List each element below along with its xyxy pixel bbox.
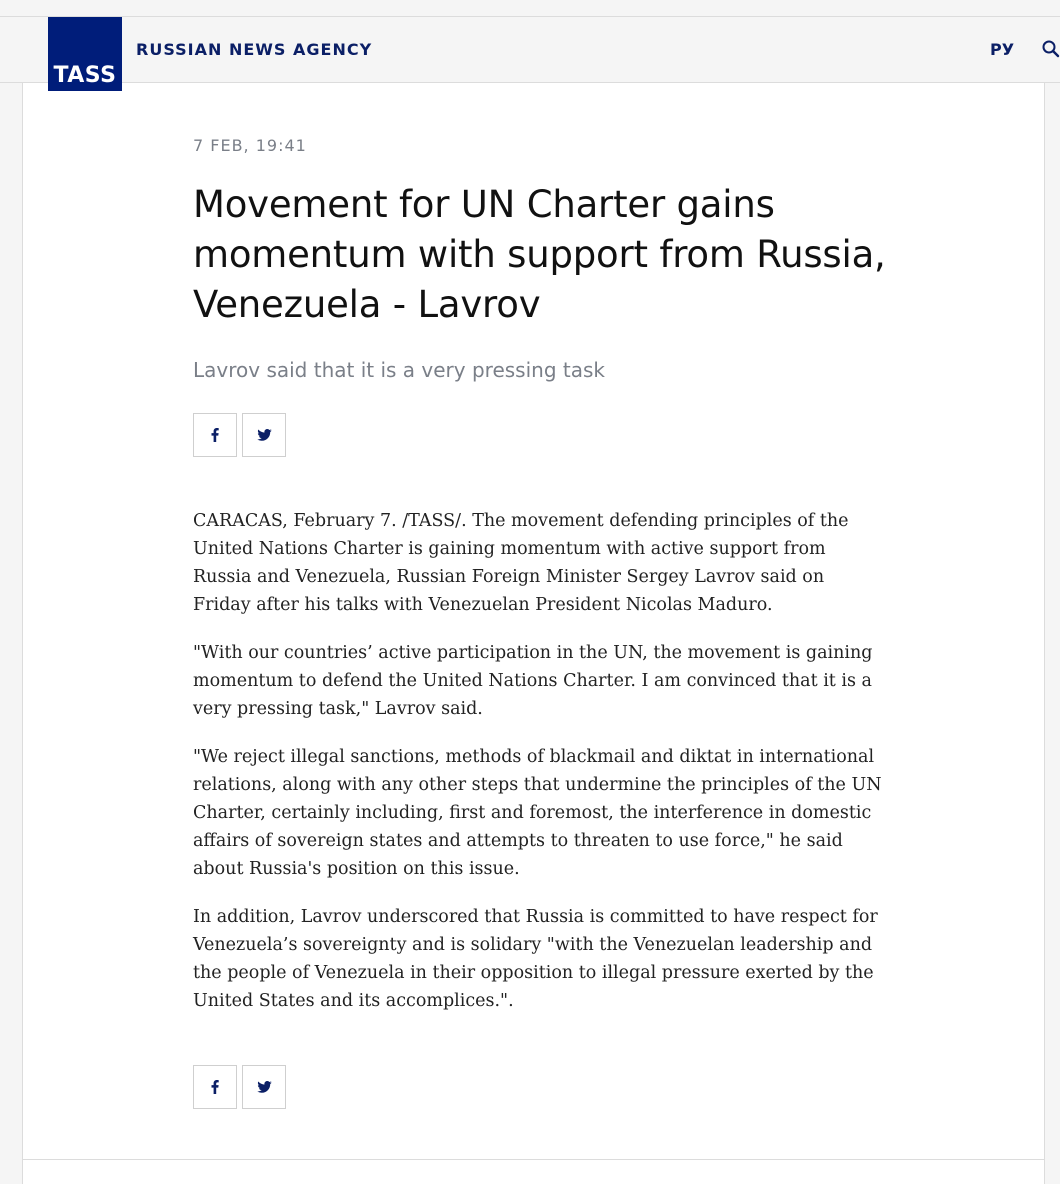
share-bar-top: [193, 413, 286, 457]
site-header: [0, 17, 1060, 88]
facebook-share-button[interactable]: [193, 413, 237, 457]
agency-name: RUSSIAN NEWS AGENCY: [136, 40, 373, 59]
article-headline: Movement for UN Charter gains momentum with support from Russia, Venezuela - Lavrov: [193, 183, 886, 326]
next-section: [22, 1160, 1045, 1184]
twitter-share-button[interactable]: [242, 1065, 286, 1109]
twitter-icon: [257, 429, 272, 441]
search-icon[interactable]: [1041, 39, 1060, 59]
twitter-share-button[interactable]: [242, 413, 286, 457]
article-paragraph: "We reject illegal sanctions, methods of blackmail and diktat in international relations, along with any other steps that undermine the principles of the UN Charter, certainly including, first and foremost, the interference in domestic affairs of sovereign states and attempts to threaten to use force," he said about Russia's position on this issue.: [193, 747, 882, 879]
facebook-icon: [211, 1080, 219, 1094]
facebook-share-button[interactable]: [193, 1065, 237, 1109]
article-body: [193, 507, 883, 1035]
twitter-icon: [257, 1081, 272, 1093]
share-bar-bottom: [193, 1065, 286, 1109]
article-lead: Lavrov said that it is a very pressing task: [193, 358, 605, 382]
article-dateline: 7 FEB, 19:41: [193, 136, 307, 155]
language-switch-link[interactable]: РУ: [990, 40, 1015, 59]
article-paragraph: In addition, Lavrov underscored that Russia is committed to have respect for Venezuela’s sovereignty and is solidary "with the Venezuelan leadership and the people of Venezuela in their opposition to illegal pressure exerted by the United States and its accomplices.".: [193, 907, 878, 1011]
facebook-icon: [211, 428, 219, 442]
page-margin: [1044, 83, 1060, 1184]
article-paragraph: "With our countries’ active participation in the UN, the movement is gaining momentum to defend the United Nations Charter. I am convinced that it is a very pressing task," Lavrov said.: [193, 643, 873, 719]
article-paragraph: CARACAS, February 7. /TASS/. The movement defending principles of the United Nations Charter is gaining momentum with active support from Russia and Venezuela, Russian Foreign Minister Sergey Lavrov said on Friday after his talks with Venezuelan President Nicolas Maduro.: [193, 511, 849, 615]
tass-logo[interactable]: TASS: [48, 17, 122, 91]
